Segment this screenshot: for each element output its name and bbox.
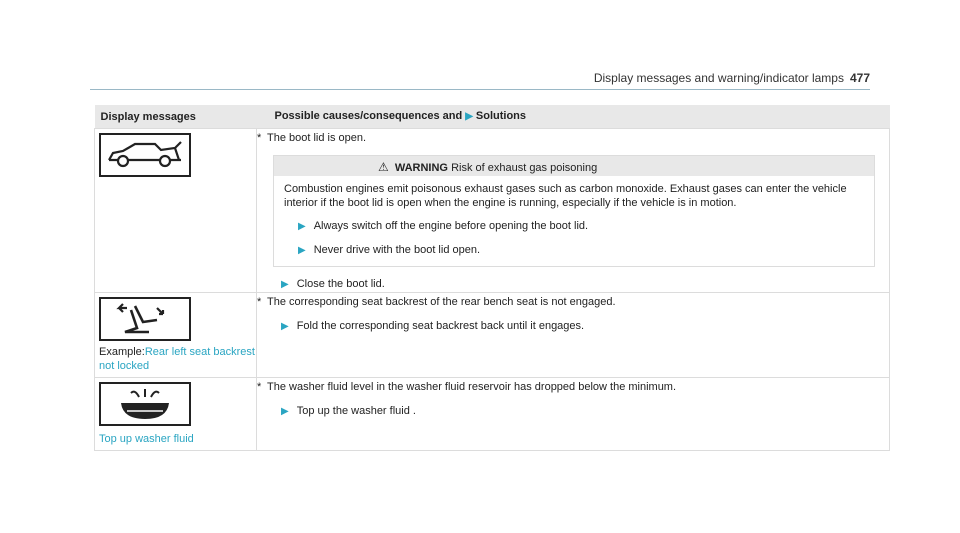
arrow-right-icon: ▶: [281, 279, 289, 290]
warning-title: Risk of exhaust gas poisoning: [451, 162, 598, 174]
col-display-messages-header: Display messages: [95, 105, 257, 129]
warning-triangle-icon: ⚠: [378, 160, 389, 174]
car-boot-open-icon: [99, 133, 191, 177]
warning-body: [274, 176, 874, 266]
solution-step: [281, 277, 889, 292]
cause-text: [257, 131, 889, 145]
arrow-right-icon: ▶: [281, 321, 289, 332]
washer-fluid-icon: [99, 382, 191, 426]
causes-cell: [257, 129, 890, 293]
col-causes-header-text: Possible causes/consequences and: [274, 110, 463, 122]
solution-step-text: Top up the washer fluid .: [296, 405, 416, 417]
bullet-star: *: [257, 296, 262, 308]
example-label: Example:: [99, 346, 145, 358]
cause-text: [257, 295, 889, 309]
arrow-right-icon: ▶: [465, 111, 473, 122]
example-caption: [95, 341, 256, 377]
table-header-row: [95, 105, 890, 129]
arrow-right-icon: ▶: [298, 245, 306, 256]
col-solutions-header-text: Solutions: [475, 110, 527, 122]
warning-box: [273, 155, 875, 267]
page-number: 477: [849, 71, 870, 85]
table-row: [95, 293, 890, 378]
bullet-star: *: [257, 132, 262, 144]
display-message-cell: [95, 293, 257, 378]
solution-step: [281, 404, 889, 419]
warning-step: [298, 219, 864, 234]
table-row: [95, 129, 890, 293]
arrow-right-icon: ▶: [298, 221, 306, 232]
causes-cell: [257, 378, 890, 451]
solution-step-text: Close the boot lid.: [296, 278, 385, 290]
cause-line: The washer fluid level in the washer fluid reservoir has dropped below the minimum.: [267, 381, 677, 393]
warning-step-text: Never drive with the boot lid open.: [313, 244, 481, 256]
seat-backrest-icon: [99, 297, 191, 341]
cause-line: The corresponding seat backrest of the rear bench seat is not engaged.: [267, 296, 616, 308]
solution-step: [281, 319, 889, 334]
warning-step: [298, 243, 864, 258]
solution-step-text: Fold the corresponding seat backrest back until it engages.: [296, 320, 585, 332]
example-message-link[interactable]: Rear left seat backrest not locked: [99, 346, 255, 372]
warning-text: Combustion engines emit poisonous exhaust gases such as carbon monoxide. Exhaust gases can enter the vehicle interior if the boot lid is open when the engine is running, especially if the vehicle is in motion.: [284, 183, 847, 209]
causes-cell: [257, 293, 890, 378]
table-row: [95, 378, 890, 451]
col-causes-header: [257, 105, 890, 129]
display-messages-table: [94, 105, 890, 451]
message-caption: [95, 426, 256, 450]
display-message-cell: [95, 378, 257, 451]
bullet-star: *: [257, 381, 262, 393]
arrow-right-icon: ▶: [281, 406, 289, 417]
warning-label: WARNING: [394, 162, 448, 174]
warning-step-text: Always switch off the engine before opening the boot lid.: [313, 220, 589, 232]
cause-line: The boot lid is open.: [267, 132, 367, 144]
washer-fluid-message-link[interactable]: Top up washer fluid: [99, 433, 194, 445]
cause-text: [257, 380, 889, 394]
display-message-cell: [95, 129, 257, 293]
header-rule: [90, 89, 870, 90]
warning-header: [274, 156, 874, 176]
header-title: Display messages and warning/indicator lamps: [593, 71, 844, 85]
running-header: [594, 71, 870, 85]
